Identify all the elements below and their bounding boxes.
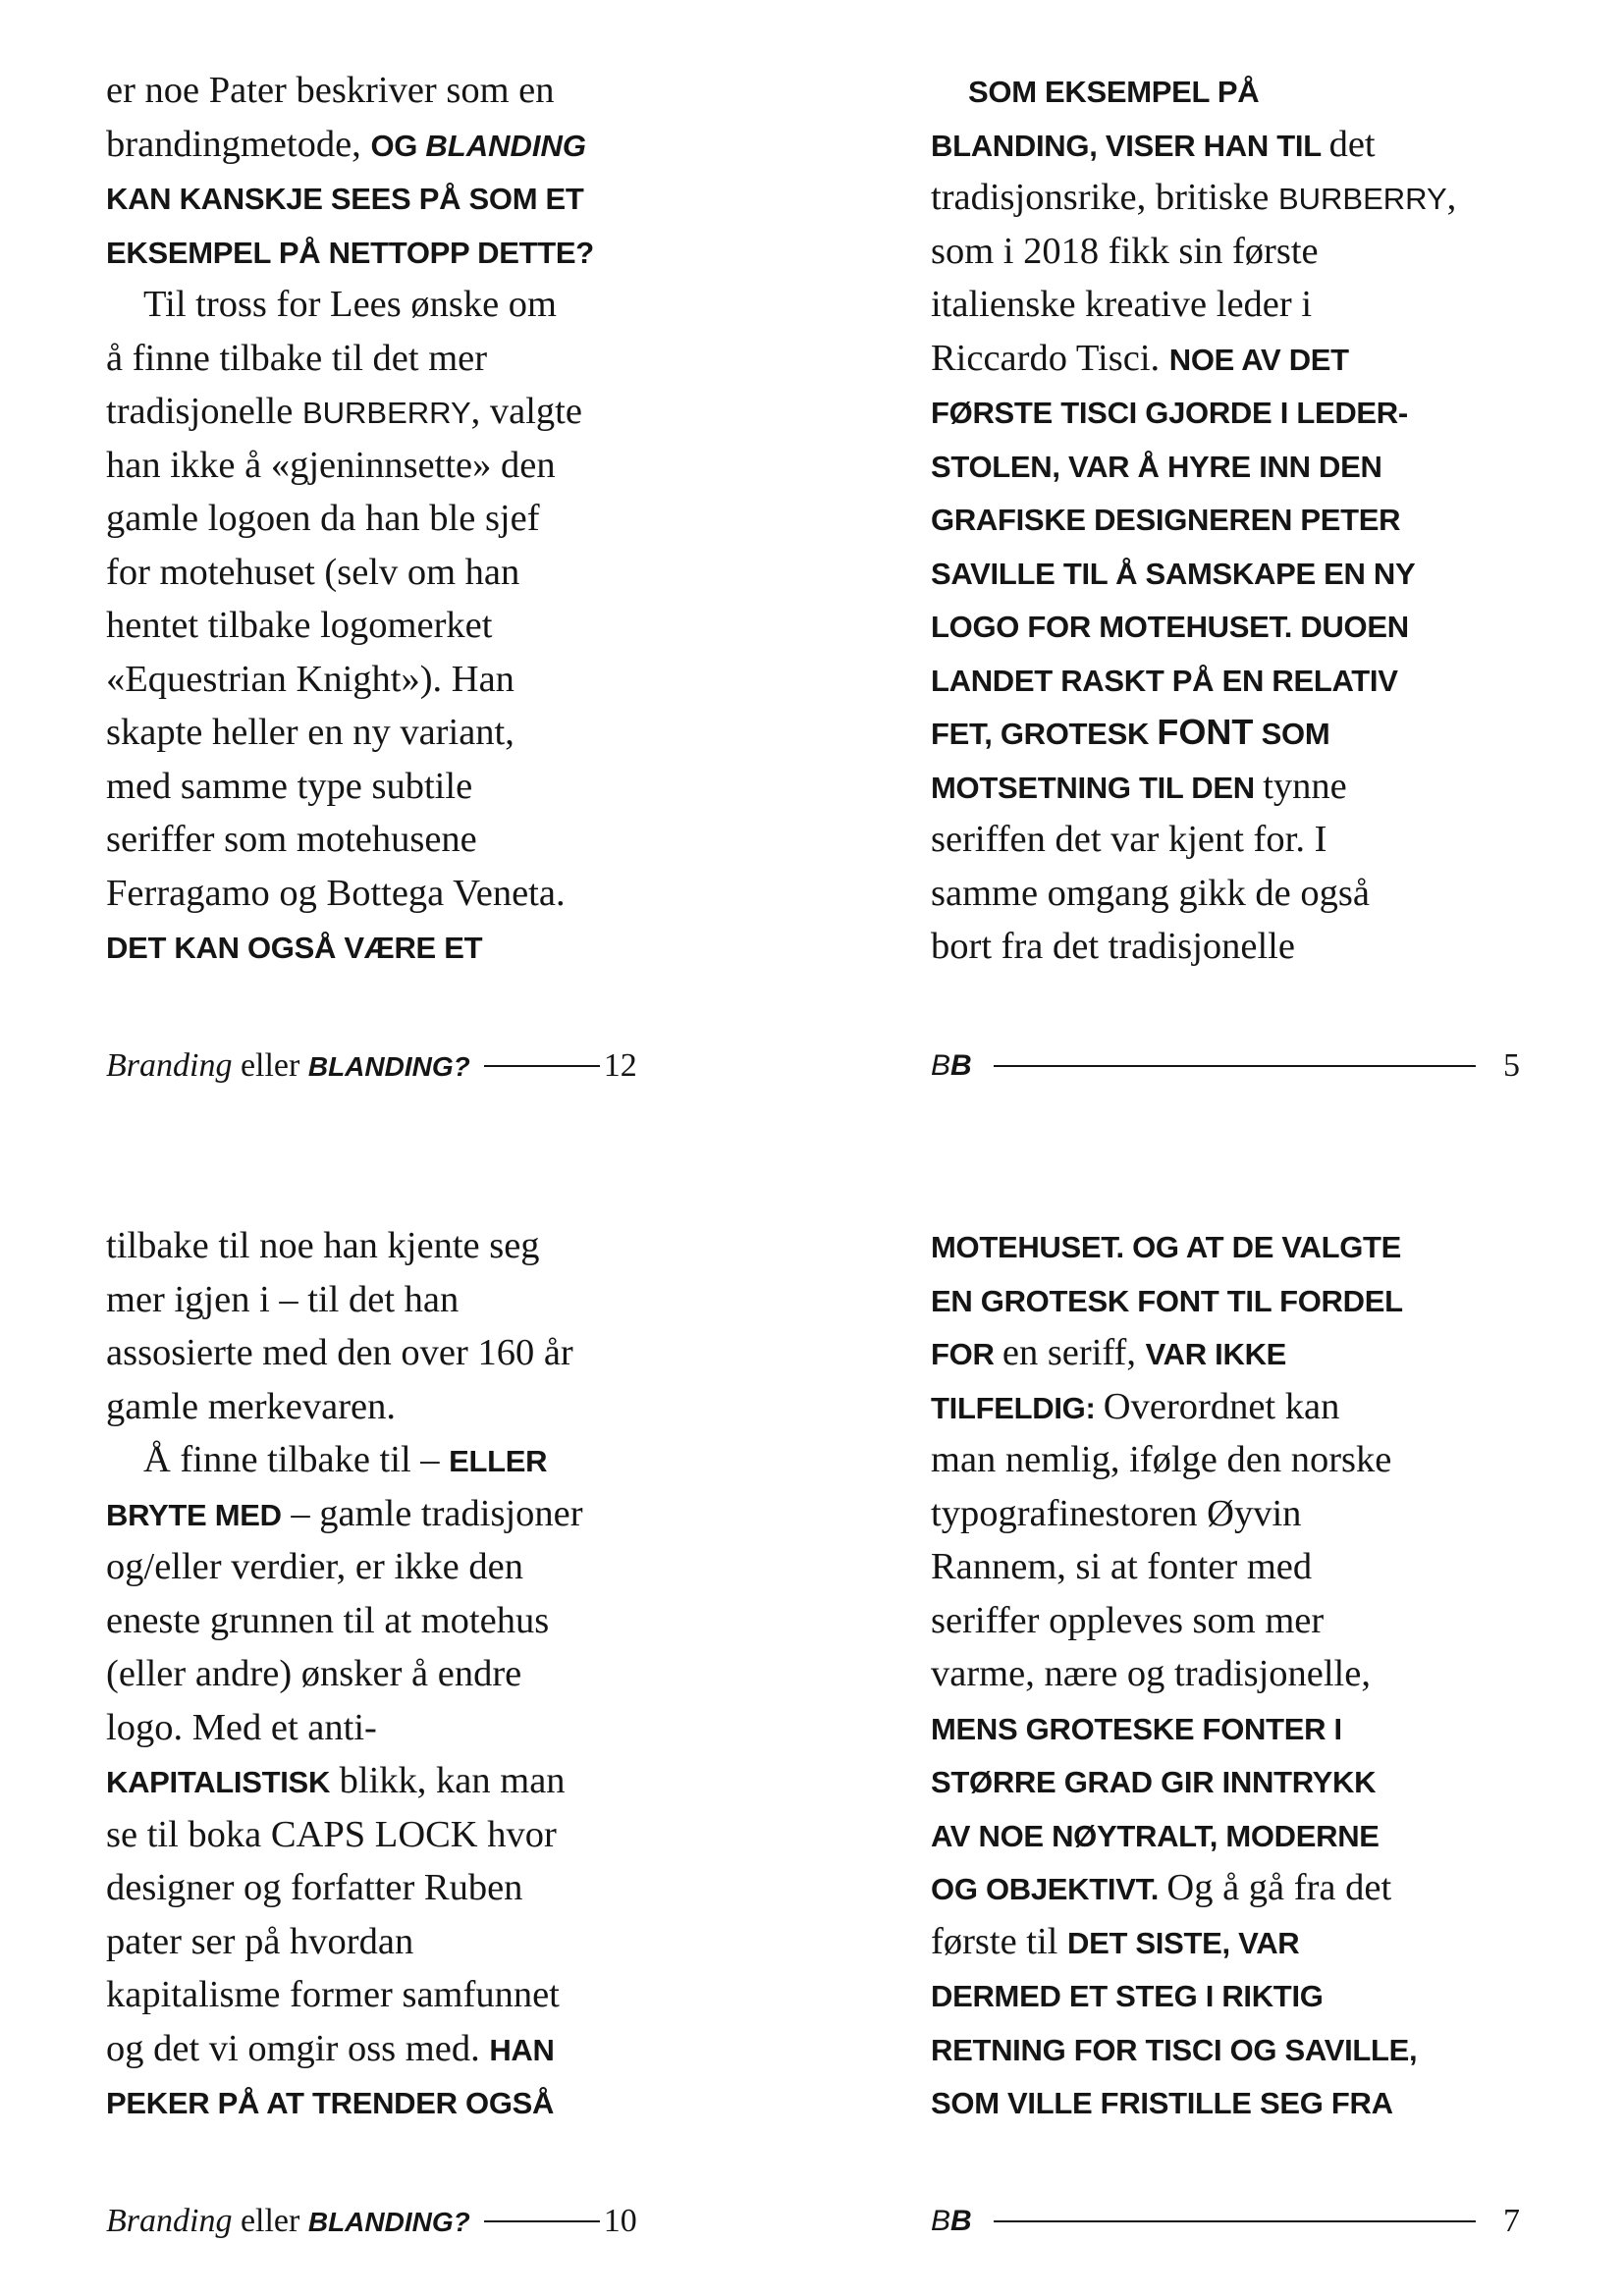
caps-text: DET KAN OGSÅ VÆRE ET bbox=[106, 931, 483, 965]
text-line bbox=[931, 1647, 1520, 1701]
footer-rule bbox=[994, 1065, 1476, 1067]
page-number: 5 bbox=[1503, 1047, 1520, 1084]
body-text: han ikke å «gjeninnsette» den bbox=[106, 444, 556, 486]
text-line bbox=[106, 1754, 695, 1808]
body-text: , bbox=[1446, 177, 1457, 218]
text-line bbox=[931, 2075, 1520, 2129]
body-text: blikk, kan man bbox=[330, 1760, 566, 1801]
body-text: kapitalisme former samfunnet bbox=[106, 1974, 560, 2015]
body-text: brandingmetode, bbox=[106, 123, 371, 165]
caps-text: HAN bbox=[489, 2032, 555, 2067]
caps-text: BRYTE MED bbox=[106, 1497, 282, 1532]
body-text: er noe Pater beskriver som en bbox=[106, 70, 555, 111]
body-text: Å finne tilbake til – bbox=[143, 1439, 450, 1480]
page-footer-top-right bbox=[931, 1044, 1520, 1088]
caps-text: RETNING FOR TISCI OG SAVILLE, bbox=[931, 2032, 1418, 2067]
page-text-bottom-right bbox=[931, 1219, 1520, 2129]
text-line bbox=[931, 118, 1520, 172]
text-line bbox=[106, 1487, 695, 1541]
body-text: Overordnet kan bbox=[1103, 1385, 1340, 1427]
caps-text: KAPITALISTISK bbox=[106, 1765, 331, 1799]
text-line bbox=[931, 546, 1520, 600]
caps-text: EKSEMPEL PÅ NETTOPP DETTE? bbox=[106, 235, 594, 270]
text-line bbox=[931, 1594, 1520, 1648]
text-line bbox=[931, 1219, 1520, 1273]
caps-text: MENS GROTESKE FONTER I bbox=[931, 1711, 1342, 1746]
body-text: Rannem, si at fonter med bbox=[931, 1546, 1313, 1587]
body-text: første til bbox=[931, 1920, 1067, 1962]
body-text: Ferragamo og Bottega Veneta. bbox=[106, 872, 566, 914]
body-text: man nemlig, ifølge den norske bbox=[931, 1439, 1392, 1480]
page-footer-top-left bbox=[106, 1044, 695, 1088]
text-line bbox=[931, 1380, 1520, 1434]
body-text: (eller andre) ønsker å endre bbox=[106, 1653, 522, 1694]
caps-text: SOM VILLE FRISTILLE SEG FRA bbox=[931, 2086, 1393, 2120]
caps-text: SAVILLE TIL Å SAMSKAPE EN NY bbox=[931, 556, 1416, 591]
text-line bbox=[931, 278, 1520, 332]
bb-logo: BB bbox=[931, 2205, 972, 2237]
caps-text: BLANDING, VISER HAN TIL bbox=[931, 128, 1329, 163]
caps-text: LOGO FOR MOTEHUSET. DUOEN bbox=[931, 610, 1409, 644]
text-line bbox=[106, 1380, 695, 1434]
text-line bbox=[106, 1647, 695, 1701]
caps-text: PEKER PÅ AT TRENDER OGSÅ bbox=[106, 2086, 555, 2120]
caps-text: STØRRE GRAD GIR INNTRYKK bbox=[931, 1765, 1377, 1799]
caps-text: AV NOE NØYTRALT, MODERNE bbox=[931, 1818, 1380, 1853]
body-text: Og å gå fra det bbox=[1166, 1867, 1392, 1908]
caps-text: KAN KANSKJE SEES PÅ SOM ET bbox=[106, 182, 584, 216]
body-text: og/eller verdier, er ikke den bbox=[106, 1546, 523, 1587]
text-line bbox=[106, 920, 695, 974]
text-line bbox=[931, 2022, 1520, 2076]
text-line bbox=[106, 867, 695, 921]
text-line bbox=[106, 1915, 695, 1969]
body-text: assosierte med den over 160 år bbox=[106, 1332, 573, 1373]
text-line bbox=[106, 1540, 695, 1594]
page-number: 12 bbox=[603, 1047, 637, 1084]
caps-text: MOTEHUSET. OG AT DE VALGTE bbox=[931, 1230, 1402, 1264]
body-text: samme omgang gikk de også bbox=[931, 872, 1370, 914]
text-line bbox=[931, 1754, 1520, 1808]
text-line bbox=[931, 332, 1520, 386]
text-line bbox=[931, 1808, 1520, 1862]
text-line bbox=[931, 920, 1520, 974]
page-text-top-left bbox=[106, 64, 695, 974]
caps-text: NOE AV DET bbox=[1168, 342, 1349, 377]
caps-text: FET, GROTESK bbox=[931, 717, 1158, 751]
text-line bbox=[931, 1487, 1520, 1541]
page-number: 7 bbox=[1503, 2203, 1520, 2239]
text-line bbox=[931, 1701, 1520, 1755]
text-line bbox=[931, 1861, 1520, 1915]
text-line bbox=[931, 706, 1520, 760]
text-line bbox=[106, 1594, 695, 1648]
text-line bbox=[931, 1433, 1520, 1487]
body-text: eneste grunnen til at motehus bbox=[106, 1599, 550, 1641]
caps-text: EN GROTESK FONT TIL FORDEL bbox=[931, 1283, 1403, 1318]
text-line bbox=[106, 1433, 695, 1487]
caps-text: OG OBJEKTIVT. bbox=[931, 1872, 1167, 1906]
body-text: gamle merkevaren. bbox=[106, 1385, 397, 1427]
caps-text: BLANDING bbox=[425, 128, 586, 163]
body-text: italienske kreative leder i bbox=[931, 284, 1313, 325]
body-text: – gamle tradisjoner bbox=[281, 1492, 583, 1534]
caps-text: FOR bbox=[931, 1337, 1002, 1371]
text-line bbox=[931, 653, 1520, 707]
caps-text: LANDET RASKT PÅ EN RELATIV bbox=[931, 663, 1398, 698]
body-text: skapte heller en ny variant, bbox=[106, 712, 514, 753]
text-line bbox=[106, 278, 695, 332]
footer-rule bbox=[994, 2220, 1476, 2222]
body-text: seriffer som motehusene bbox=[106, 819, 477, 860]
caps-text: TILFELDIG: bbox=[931, 1390, 1104, 1425]
body-text: for motehuset (selv om han bbox=[106, 551, 520, 593]
text-line bbox=[106, 171, 695, 225]
body-text: Riccardo Tisci. bbox=[931, 337, 1169, 379]
bb-logo: BB bbox=[931, 1049, 972, 1082]
text-line bbox=[106, 546, 695, 600]
text-line bbox=[931, 813, 1520, 867]
body-text: se til boka CAPS LOCK hvor bbox=[106, 1813, 557, 1855]
text-line bbox=[106, 813, 695, 867]
text-line bbox=[106, 225, 695, 279]
text-line bbox=[931, 64, 1520, 118]
text-line bbox=[106, 1273, 695, 1327]
body-text: gamle logoen da han ble sjef bbox=[106, 498, 540, 539]
caps-text: ELLER bbox=[449, 1444, 548, 1478]
body-text: typografinestoren Øyvin bbox=[931, 1492, 1302, 1534]
body-text: , valgte bbox=[470, 391, 582, 432]
text-line bbox=[106, 1808, 695, 1862]
body-text: å finne tilbake til det mer bbox=[106, 337, 488, 379]
text-line bbox=[106, 599, 695, 653]
text-line bbox=[106, 1326, 695, 1380]
text-line bbox=[931, 599, 1520, 653]
body-text: hentet tilbake logomerket bbox=[106, 605, 493, 646]
page-footer-bottom-left bbox=[106, 2200, 695, 2243]
body-text: tradisjonsrike, britiske bbox=[931, 177, 1278, 218]
body-text: bort fra det tradisjonelle bbox=[931, 926, 1295, 967]
footer-rule bbox=[484, 2220, 600, 2222]
text-line bbox=[931, 492, 1520, 546]
text-line bbox=[106, 1968, 695, 2022]
body-text: Til tross for Lees ønske om bbox=[143, 284, 557, 325]
caps-text: VAR IKKE bbox=[1145, 1337, 1287, 1371]
footer-title: Branding eller BLANDING? bbox=[106, 1047, 470, 1084]
text-line bbox=[931, 225, 1520, 279]
caps-text: DET SISTE, VAR bbox=[1067, 1925, 1300, 1960]
text-line bbox=[931, 439, 1520, 493]
text-line bbox=[106, 2075, 695, 2129]
text-line bbox=[106, 706, 695, 760]
text-line bbox=[931, 1968, 1520, 2022]
text-line bbox=[106, 492, 695, 546]
text-line bbox=[106, 439, 695, 493]
body-text: seriffer oppleves som mer bbox=[931, 1599, 1325, 1641]
text-line bbox=[106, 64, 695, 118]
body-text: logo. Med et anti- bbox=[106, 1706, 377, 1748]
text-line bbox=[106, 760, 695, 814]
body-text: «Equestrian Knight»). Han bbox=[106, 658, 514, 700]
body-text: seriffen det var kjent for. I bbox=[931, 819, 1327, 860]
body-text: med samme type subtile bbox=[106, 765, 473, 807]
page-text-bottom-left bbox=[106, 1219, 695, 2129]
page-number: 10 bbox=[603, 2203, 637, 2239]
text-line bbox=[106, 1861, 695, 1915]
caps-text: BURBERRY bbox=[1277, 182, 1447, 216]
caps-text: GRAFISKE DESIGNEREN PETER bbox=[931, 503, 1401, 537]
caps-text: OG bbox=[370, 128, 426, 163]
text-line bbox=[106, 1701, 695, 1755]
body-text: tilbake til noe han kjente seg bbox=[106, 1225, 540, 1266]
body-text: tynne bbox=[1263, 765, 1347, 807]
caps-text: STOLEN, VAR Å HYRE INN DEN bbox=[931, 449, 1382, 484]
body-text: som i 2018 fikk sin første bbox=[931, 230, 1319, 272]
text-line bbox=[106, 2022, 695, 2076]
caps-text: MOTSETNING TIL DEN bbox=[931, 770, 1264, 805]
body-text: og det vi omgir oss med. bbox=[106, 2027, 490, 2069]
caps-text: DERMED ET STEG I RIKTIG bbox=[931, 1979, 1324, 2013]
caps-text: SOM EKSEMPEL PÅ bbox=[968, 75, 1260, 109]
text-line bbox=[106, 1219, 695, 1273]
text-line bbox=[931, 760, 1520, 814]
text-line bbox=[931, 385, 1520, 439]
footer-title: Branding eller BLANDING? bbox=[106, 2203, 470, 2239]
text-line bbox=[931, 171, 1520, 225]
text-line bbox=[931, 1540, 1520, 1594]
text-line bbox=[931, 1326, 1520, 1380]
text-line bbox=[106, 332, 695, 386]
footer-rule bbox=[484, 1065, 600, 1067]
text-line bbox=[931, 867, 1520, 921]
page-footer-bottom-right bbox=[931, 2200, 1520, 2243]
body-text: en seriff, bbox=[1001, 1332, 1146, 1373]
body-text: pater ser på hvordan bbox=[106, 1920, 414, 1962]
caps-text: FØRSTE TISCI GJORDE I LEDER- bbox=[931, 396, 1408, 430]
page-text-top-right bbox=[931, 64, 1520, 974]
caps-text: BURBERRY bbox=[301, 396, 471, 430]
body-text: det bbox=[1328, 123, 1376, 165]
body-text: varme, nære og tradisjonelle, bbox=[931, 1653, 1371, 1694]
text-line bbox=[106, 118, 695, 172]
caps-text: SOM bbox=[1253, 717, 1330, 751]
text-line bbox=[931, 1273, 1520, 1327]
body-text: tradisjonelle bbox=[106, 391, 302, 432]
body-text: designer og forfatter Ruben bbox=[106, 1867, 523, 1908]
text-line bbox=[106, 385, 695, 439]
body-text: mer igjen i – til det han bbox=[106, 1278, 460, 1320]
caps-text: FONT bbox=[1157, 712, 1254, 752]
text-line bbox=[106, 653, 695, 707]
text-line bbox=[931, 1915, 1520, 1969]
